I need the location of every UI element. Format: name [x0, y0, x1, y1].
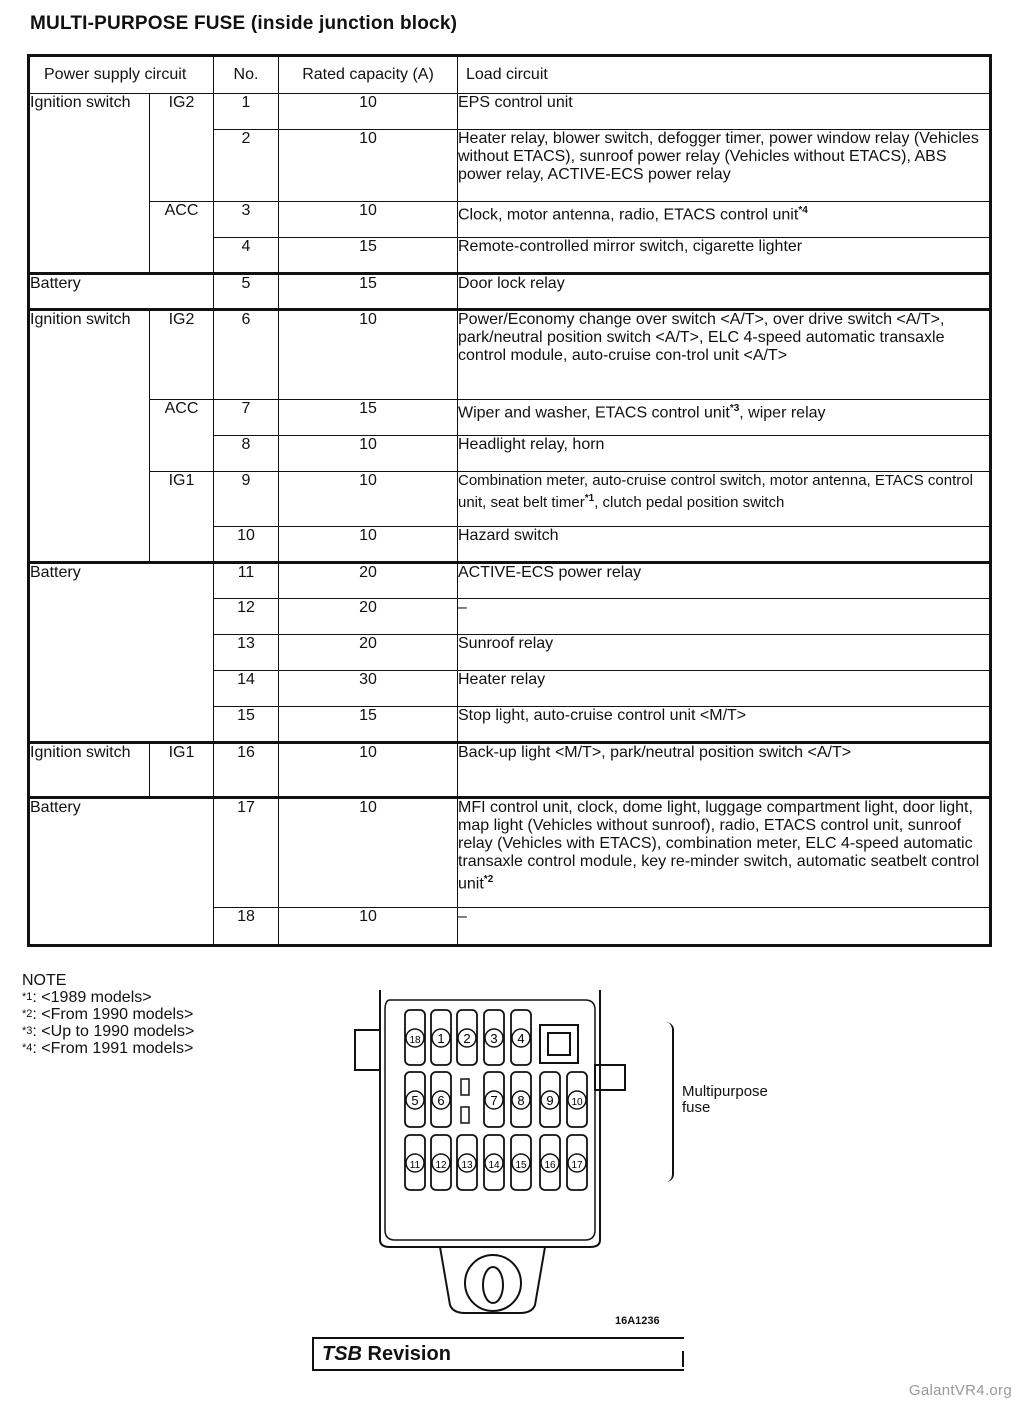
note-item: $^{*2}$: <From 1990 models>: [22, 1006, 194, 1023]
fuse-capacity: 10: [279, 472, 458, 527]
subgroup-label: ACC: [150, 400, 214, 472]
table-row: [29, 400, 991, 436]
fuse-slot-label: 4: [517, 1031, 525, 1046]
table-row: [29, 274, 991, 310]
fuse-capacity: 15: [279, 274, 458, 310]
fuse-number: 10: [214, 527, 279, 563]
fuse-slot-label: 1: [437, 1031, 445, 1046]
revision-mark: [682, 1351, 684, 1367]
fuse-number: 9: [214, 472, 279, 527]
table-row: [29, 310, 991, 400]
fuse-capacity: 10: [279, 527, 458, 563]
load-circuit: Door lock relay: [458, 274, 991, 310]
fuse-table: [27, 54, 992, 947]
group-label: Ignition switch: [29, 310, 150, 563]
left-clip: [355, 1030, 380, 1070]
fuse-slot-label: 9: [546, 1093, 554, 1108]
subgroup-label: IG1: [150, 472, 214, 563]
header-power-supply: Power supply circuit: [29, 56, 214, 94]
header-capacity: Rated capacity (A): [279, 56, 458, 94]
note-item: $^{*4}$: <From 1991 models>: [22, 1040, 194, 1057]
load-circuit: Heater relay: [458, 671, 991, 707]
note-item: $^{*3}$: <Up to 1990 models>: [22, 1023, 195, 1040]
fuse-slot-label: 11: [409, 1160, 421, 1171]
page-title: MULTI-PURPOSE FUSE (inside junction block): [30, 13, 458, 34]
fuse-capacity: 15: [279, 707, 458, 743]
fuse-capacity: 10: [279, 130, 458, 202]
fuse-number: 17: [214, 798, 279, 908]
fuse-slot-label: 13: [461, 1160, 473, 1171]
group-label: Battery: [29, 563, 214, 743]
fuse-slot-label: 2: [463, 1031, 471, 1046]
load-circuit: Stop light, auto-cruise control unit <M/T>: [458, 707, 991, 743]
load-circuit: –: [458, 599, 991, 635]
callout-label: Multipurpose fuse: [682, 1083, 768, 1116]
load-circuit: Sunroof relay: [458, 635, 991, 671]
fuse-number: 8: [214, 436, 279, 472]
load-circuit: Wiper and washer, ETACS control unit$^{*3}$, wiper relay: [458, 400, 991, 436]
notes-heading: NOTE: [22, 972, 67, 989]
fuse-number: 6: [214, 310, 279, 400]
callout-bracket: [664, 1022, 674, 1182]
fuse-number: 12: [214, 599, 279, 635]
table-row: [29, 563, 991, 599]
table-header-row: [29, 56, 991, 94]
fuse-slot-label: 14: [488, 1160, 500, 1171]
header-no: No.: [214, 56, 279, 94]
subgroup-label: IG2: [150, 310, 214, 400]
table-row: [29, 94, 991, 130]
fuse-capacity: 30: [279, 671, 458, 707]
fuse-capacity: 20: [279, 599, 458, 635]
table-row: [29, 472, 991, 527]
load-circuit: Remote-controlled mirror switch, cigarette lighter: [458, 238, 991, 274]
table-row: [29, 202, 991, 238]
group-label: Battery: [29, 798, 214, 946]
watermark: GalantVR4.org: [908, 1382, 1012, 1399]
load-circuit: Power/Economy change over switch <A/T>, over drive switch <A/T>, park/neutral position switch <A/T>, ELC 4-speed automatic transaxle control module, auto-cruise con-trol unit <A/T>: [458, 310, 991, 400]
tsb-revision-label: TSB Revision: [322, 1343, 451, 1365]
load-circuit: Hazard switch: [458, 527, 991, 563]
table-row: [29, 798, 991, 908]
subgroup-label: IG2: [150, 94, 214, 202]
fuse-capacity: 10: [279, 94, 458, 130]
fuse-number: 1: [214, 94, 279, 130]
fuse-number: 18: [214, 908, 279, 946]
fuse-capacity: 10: [279, 798, 458, 908]
junction-block-diagram: [345, 985, 645, 1315]
fuse-slot-label: 6: [437, 1093, 445, 1108]
fuse-capacity: 20: [279, 635, 458, 671]
fuse-number: 2: [214, 130, 279, 202]
notes-section: [22, 972, 194, 1057]
header-load: Load circuit: [458, 56, 991, 94]
group-label: Ignition switch: [29, 743, 150, 798]
fuse-number: 13: [214, 635, 279, 671]
fuse-slot-label: 18: [409, 1035, 421, 1046]
tsb-revision-box: [312, 1337, 684, 1371]
fuse-capacity: 15: [279, 400, 458, 436]
fuse-number: 5: [214, 274, 279, 310]
fuse-number: 15: [214, 707, 279, 743]
relay-socket: [540, 1025, 578, 1063]
load-circuit: Clock, motor antenna, radio, ETACS control unit$^{*4}$: [458, 202, 991, 238]
subgroup-label: IG1: [150, 743, 214, 798]
fuse-number: 7: [214, 400, 279, 436]
load-circuit: ACTIVE-ECS power relay: [458, 563, 991, 599]
fuse-slot-label: 8: [517, 1093, 525, 1108]
fuse-number: 16: [214, 743, 279, 798]
figure-code: 16A1236: [615, 1315, 660, 1327]
load-circuit: MFI control unit, clock, dome light, luggage compartment light, door light, map light (Vehicles without sunroof), radio, ETACS control unit, sunroof relay (Vehicles with ETACS), combination meter, ELC 4-speed automatic transaxle control module, key re-minder switch, automatic seatbelt control unit$^{*2}$: [458, 798, 991, 908]
subgroup-label: ACC: [150, 202, 214, 274]
fuse-capacity: 10: [279, 908, 458, 946]
fuse-slot-label: 12: [435, 1160, 447, 1171]
load-circuit: –: [458, 908, 991, 946]
spare-fuse-icon: [461, 1079, 469, 1095]
spare-fuse-icon: [461, 1107, 469, 1123]
fuse-slot-label: 7: [490, 1093, 498, 1108]
fuse-number: 3: [214, 202, 279, 238]
fuse-capacity: 10: [279, 202, 458, 238]
fuse-capacity: 10: [279, 436, 458, 472]
fuse-slot-label: 5: [411, 1093, 419, 1108]
fuse-capacity: 15: [279, 238, 458, 274]
fuse-capacity: 20: [279, 563, 458, 599]
group-label: Ignition switch: [29, 94, 150, 274]
fuse-capacity: 10: [279, 743, 458, 798]
fuse-number: 14: [214, 671, 279, 707]
load-circuit: Combination meter, auto-cruise control switch, motor antenna, ETACS control unit, seat belt timer$^{*1}$, clutch pedal position switch: [458, 472, 991, 527]
fuse-slot-label: 16: [544, 1160, 556, 1171]
fuse-capacity: 10: [279, 310, 458, 400]
fuse-number: 11: [214, 563, 279, 599]
load-circuit: Back-up light <M/T>, park/neutral position switch <A/T>: [458, 743, 991, 798]
fuse-slot-label: 17: [571, 1160, 583, 1171]
fuse-slot-label: 10: [571, 1097, 583, 1108]
table-row: [29, 743, 991, 798]
load-circuit: Headlight relay, horn: [458, 436, 991, 472]
load-circuit: Heater relay, blower switch, defogger timer, power window relay (Vehicles without ETACS), sunroof power relay (Vehicles without ETACS), ABS power relay, ACTIVE-ECS power relay: [458, 130, 991, 202]
fuse-slot-label: 3: [490, 1031, 498, 1046]
fuse-slot-label: 15: [515, 1160, 527, 1171]
group-label: Battery: [29, 274, 214, 310]
load-circuit: EPS control unit: [458, 94, 991, 130]
note-item: $^{*1}$: <1989 models>: [22, 989, 152, 1006]
fuse-number: 4: [214, 238, 279, 274]
